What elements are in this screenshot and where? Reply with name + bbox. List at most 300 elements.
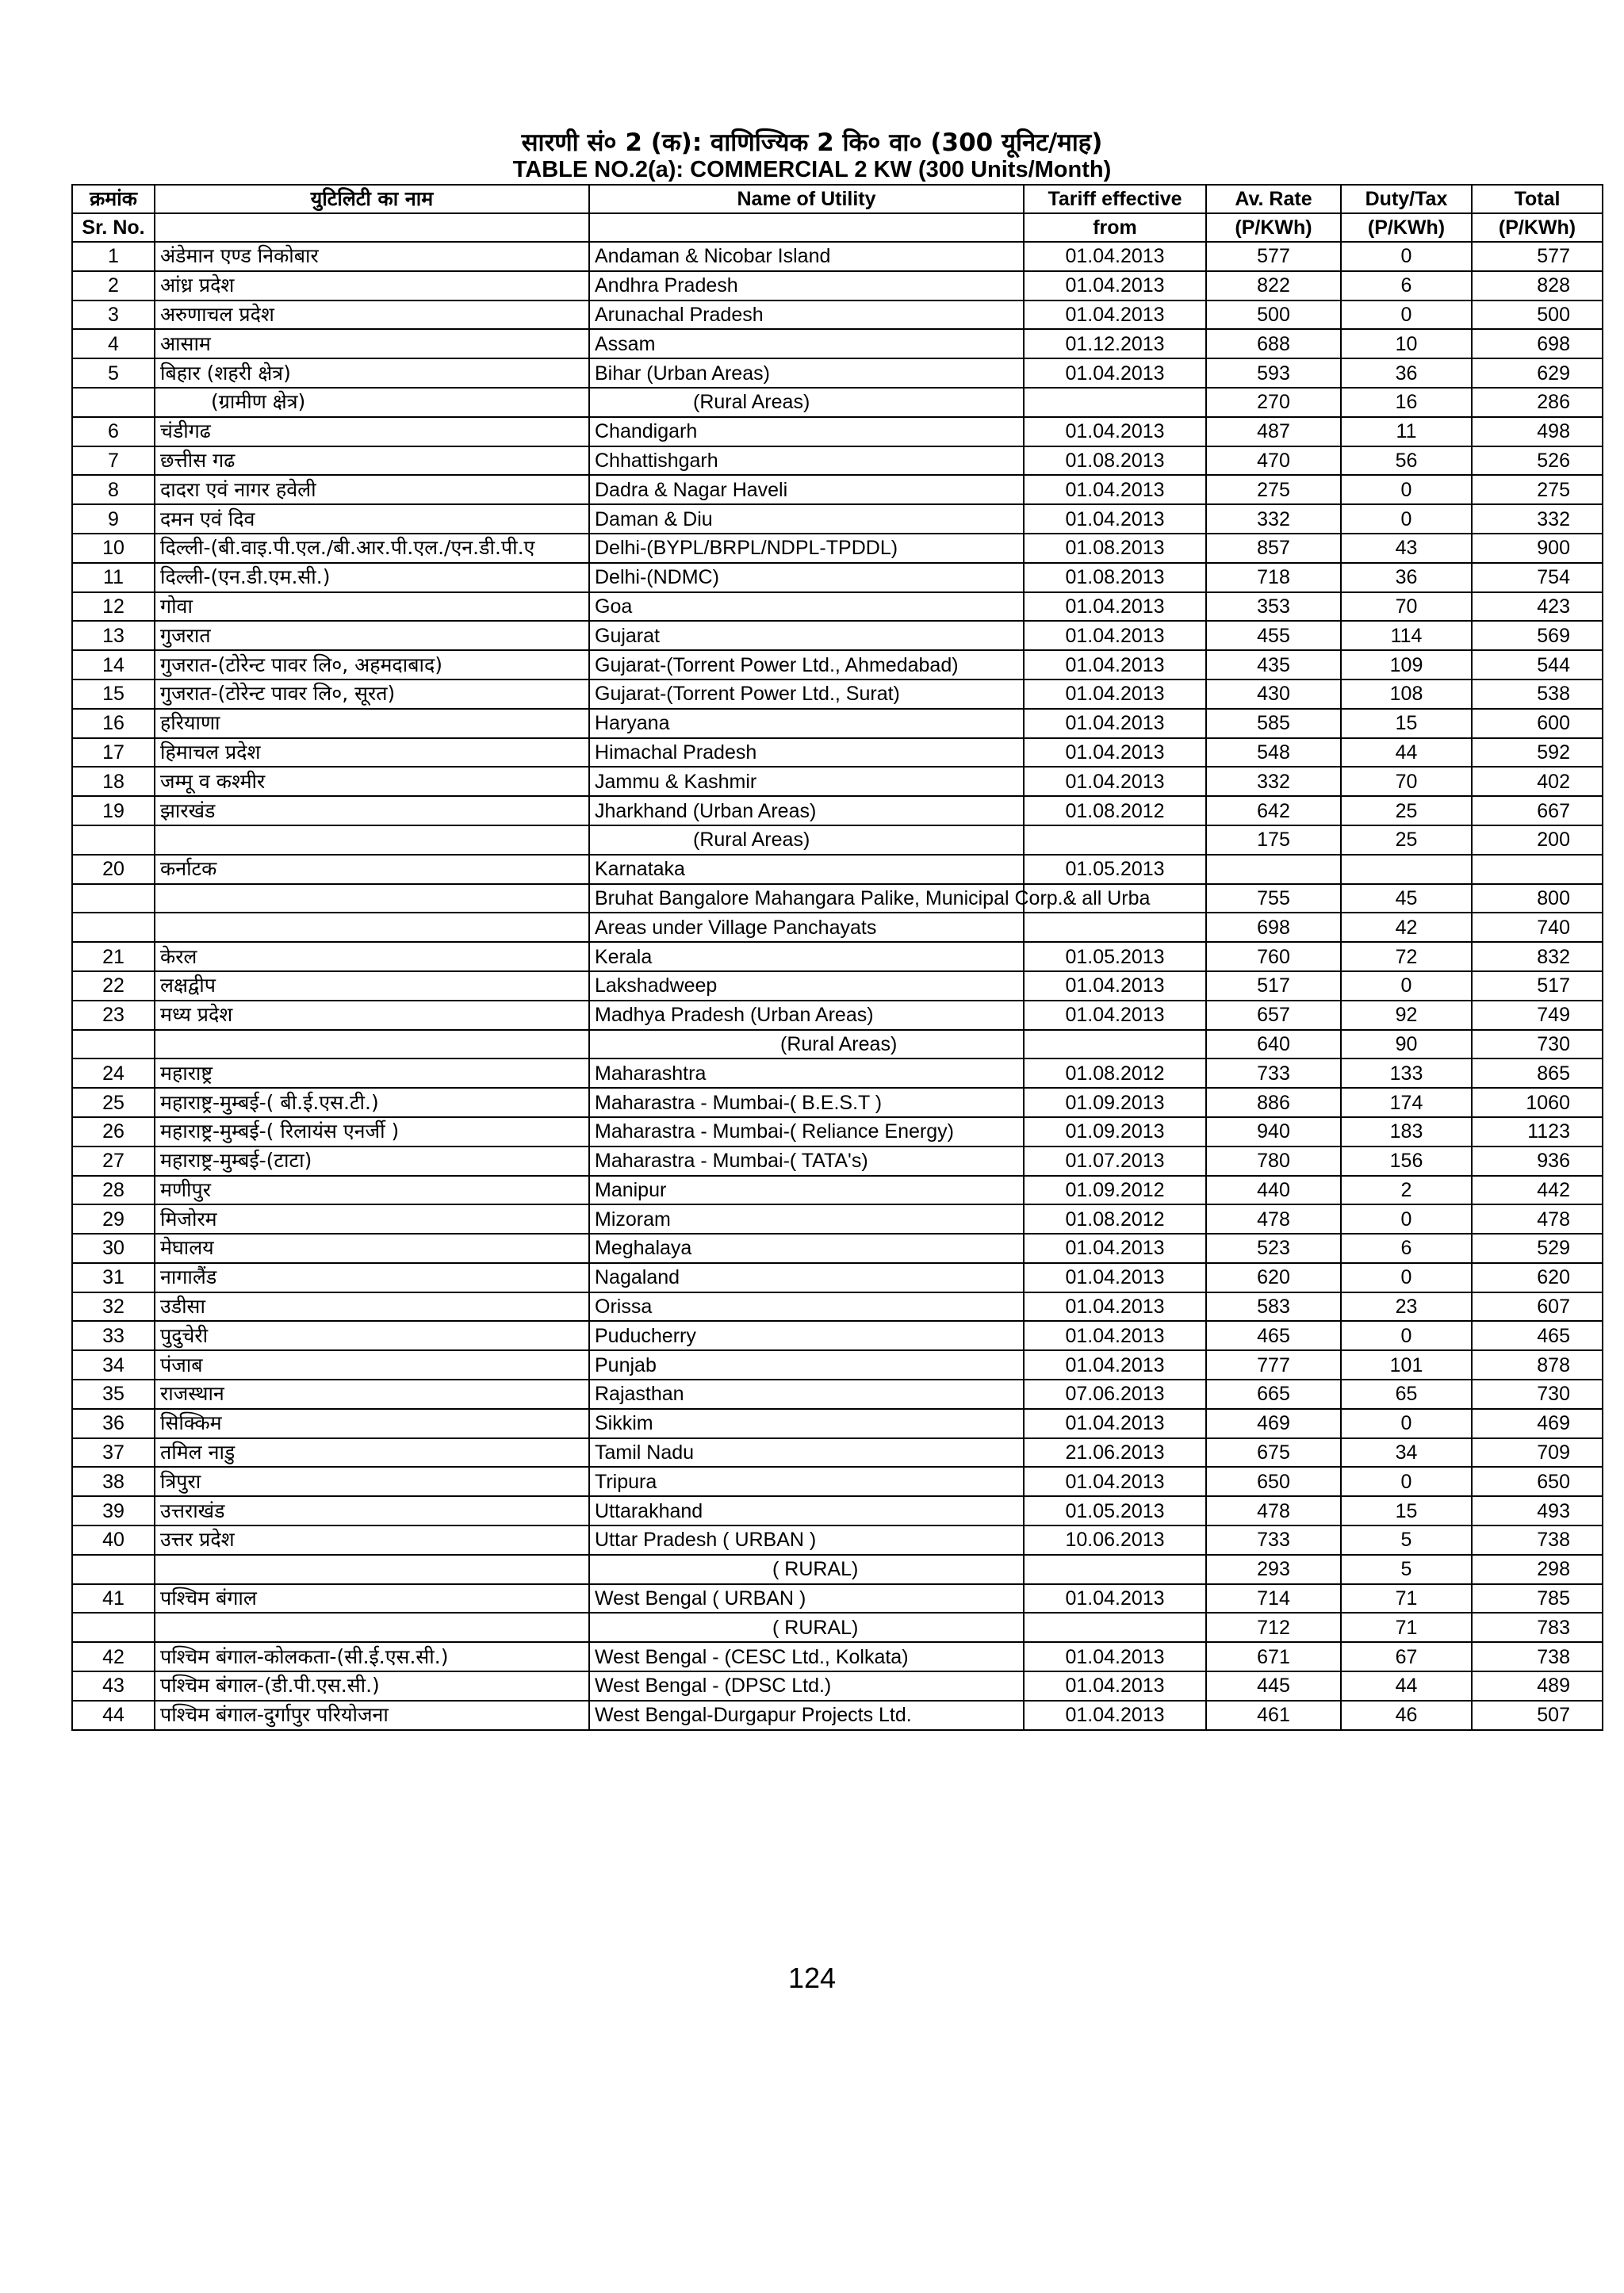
- table-row: [72, 1350, 1603, 1380]
- cell-sr-no: 38: [72, 1467, 155, 1496]
- cell-duty-tax: 5: [1341, 1555, 1472, 1584]
- cell-tariff-date: 01.05.2013: [1024, 855, 1206, 884]
- table-row: [72, 709, 1603, 738]
- cell-utility-hindi: महाराष्ट्र: [155, 1058, 589, 1088]
- cell-utility-name: Manipur: [589, 1176, 1024, 1205]
- cell-av-rate: 465: [1206, 1321, 1341, 1350]
- cell-duty-tax: 6: [1341, 1234, 1472, 1263]
- cell-duty-tax: 5: [1341, 1525, 1472, 1555]
- table-row: [72, 358, 1603, 388]
- cell-utility-hindi: गुजरात: [155, 621, 589, 650]
- cell-sr-no: 19: [72, 796, 155, 825]
- cell-sr-no: [72, 1030, 155, 1059]
- cell-av-rate: 500: [1206, 301, 1341, 330]
- cell-total: 538: [1472, 679, 1603, 709]
- cell-utility-hindi: दादरा एवं नागर हवेली: [155, 475, 589, 504]
- table-row: [72, 1584, 1603, 1614]
- cell-utility-name: West Bengal-Durgapur Projects Ltd.: [589, 1701, 1024, 1730]
- cell-duty-tax: 0: [1341, 1467, 1472, 1496]
- table-row: [72, 1176, 1603, 1205]
- cell-total: 900: [1472, 534, 1603, 563]
- cell-utility-name: Rajasthan: [589, 1380, 1024, 1409]
- cell-av-rate: 733: [1206, 1525, 1341, 1555]
- cell-av-rate: 293: [1206, 1555, 1341, 1584]
- cell-sr-no: [72, 1613, 155, 1642]
- cell-sr-no: 34: [72, 1350, 155, 1380]
- cell-duty-tax: 11: [1341, 417, 1472, 446]
- cell-sr-no: 42: [72, 1642, 155, 1671]
- cell-utility-name: Andaman & Nicobar Island: [589, 242, 1024, 271]
- cell-utility-name: (Rural Areas): [589, 388, 1024, 417]
- cell-tariff-date: 01.09.2013: [1024, 1088, 1206, 1117]
- cell-av-rate: 640: [1206, 1030, 1341, 1059]
- cell-av-rate: 714: [1206, 1584, 1341, 1614]
- cell-utility-name: Maharastra - Mumbai-( B.E.S.T ): [589, 1088, 1024, 1117]
- cell-utility-hindi: [155, 825, 589, 855]
- cell-duty-tax: 56: [1341, 446, 1472, 476]
- cell-tariff-date: 01.04.2013: [1024, 1701, 1206, 1730]
- tariff-table: [71, 184, 1603, 1731]
- cell-duty-tax: 6: [1341, 271, 1472, 301]
- cell-av-rate: 440: [1206, 1176, 1341, 1205]
- cell-sr-no: [72, 388, 155, 417]
- cell-total: 800: [1472, 884, 1603, 913]
- table-row: [72, 855, 1603, 884]
- cell-sr-no: 43: [72, 1671, 155, 1701]
- cell-utility-name: Sikkim: [589, 1409, 1024, 1438]
- cell-av-rate: 688: [1206, 329, 1341, 358]
- cell-av-rate: 332: [1206, 504, 1341, 534]
- cell-utility-name: Mizoram: [589, 1204, 1024, 1234]
- cell-av-rate: [1206, 855, 1341, 884]
- cell-duty-tax: 23: [1341, 1292, 1472, 1322]
- cell-total: 544: [1472, 650, 1603, 679]
- cell-utility-name: West Bengal - (CESC Ltd., Kolkata): [589, 1642, 1024, 1671]
- cell-duty-tax: 0: [1341, 1321, 1472, 1350]
- table-row: [72, 1642, 1603, 1671]
- cell-utility-hindi: पश्चिम बंगाल: [155, 1584, 589, 1614]
- cell-duty-tax: 0: [1341, 475, 1472, 504]
- cell-av-rate: 698: [1206, 913, 1341, 942]
- cell-sr-no: [72, 825, 155, 855]
- cell-total: 738: [1472, 1642, 1603, 1671]
- cell-utility-name: Maharastra - Mumbai-( TATA's): [589, 1146, 1024, 1176]
- cell-duty-tax: 109: [1341, 650, 1472, 679]
- cell-tariff-date: 01.05.2013: [1024, 1496, 1206, 1525]
- cell-total: 478: [1472, 1204, 1603, 1234]
- cell-duty-tax: 0: [1341, 1263, 1472, 1292]
- cell-tariff-date: 01.04.2013: [1024, 1321, 1206, 1350]
- table-row: [72, 1613, 1603, 1642]
- table-row: [72, 446, 1603, 476]
- cell-utility-name: Lakshadweep: [589, 971, 1024, 1001]
- cell-av-rate: 777: [1206, 1350, 1341, 1380]
- cell-av-rate: 175: [1206, 825, 1341, 855]
- table-row: [72, 1555, 1603, 1584]
- table-row: [72, 563, 1603, 592]
- cell-av-rate: 478: [1206, 1496, 1341, 1525]
- cell-tariff-date: 01.09.2012: [1024, 1176, 1206, 1205]
- header-total-top: Total: [1472, 185, 1603, 213]
- table-row: [72, 242, 1603, 271]
- cell-duty-tax: 71: [1341, 1613, 1472, 1642]
- table-row: [72, 884, 1603, 913]
- table-row: [72, 1234, 1603, 1263]
- cell-utility-hindi: हिमाचल प्रदेश: [155, 738, 589, 768]
- cell-total: 650: [1472, 1467, 1603, 1496]
- cell-utility-hindi: महाराष्ट्र-मुम्बई-(टाटा): [155, 1146, 589, 1176]
- table-row: [72, 1058, 1603, 1088]
- table-row: [72, 534, 1603, 563]
- cell-utility-hindi: कर्नाटक: [155, 855, 589, 884]
- cell-sr-no: 21: [72, 942, 155, 971]
- cell-duty-tax: 46: [1341, 1701, 1472, 1730]
- cell-total: 200: [1472, 825, 1603, 855]
- cell-total: 529: [1472, 1234, 1603, 1263]
- cell-tariff-date: 01.04.2013: [1024, 242, 1206, 271]
- table-row: [72, 504, 1603, 534]
- cell-tariff-date: 01.08.2012: [1024, 1058, 1206, 1088]
- cell-tariff-date: 01.04.2013: [1024, 971, 1206, 1001]
- cell-duty-tax: 101: [1341, 1350, 1472, 1380]
- cell-total: 667: [1472, 796, 1603, 825]
- cell-av-rate: 270: [1206, 388, 1341, 417]
- cell-tariff-date: 10.06.2013: [1024, 1525, 1206, 1555]
- table-row: [72, 475, 1603, 504]
- cell-duty-tax: 65: [1341, 1380, 1472, 1409]
- cell-duty-tax: 70: [1341, 767, 1472, 796]
- cell-utility-hindi: नागालैंड: [155, 1263, 589, 1292]
- header-duty-bottom: (P/KWh): [1341, 213, 1472, 242]
- cell-sr-no: 11: [72, 563, 155, 592]
- cell-utility-hindi: अंडेमान एण्ड निकोबार: [155, 242, 589, 271]
- cell-utility-name: Dadra & Nagar Haveli: [589, 475, 1024, 504]
- cell-duty-tax: 25: [1341, 825, 1472, 855]
- cell-sr-no: 35: [72, 1380, 155, 1409]
- page-number: 124: [787, 1962, 837, 1994]
- table-row: [72, 971, 1603, 1001]
- cell-tariff-date: 01.04.2013: [1024, 1409, 1206, 1438]
- cell-utility-name: Tripura: [589, 1467, 1024, 1496]
- cell-av-rate: 435: [1206, 650, 1341, 679]
- cell-av-rate: 650: [1206, 1467, 1341, 1496]
- header-tariff-bottom: from: [1024, 213, 1206, 242]
- cell-total: 1060: [1472, 1088, 1603, 1117]
- cell-utility-name: (Rural Areas): [589, 825, 1024, 855]
- table-row: [72, 1030, 1603, 1059]
- cell-sr-no: 14: [72, 650, 155, 679]
- cell-av-rate: 487: [1206, 417, 1341, 446]
- cell-sr-no: 5: [72, 358, 155, 388]
- cell-tariff-date: 01.08.2013: [1024, 446, 1206, 476]
- cell-tariff-date: 01.07.2013: [1024, 1146, 1206, 1176]
- cell-duty-tax: 90: [1341, 1030, 1472, 1059]
- cell-sr-no: 3: [72, 301, 155, 330]
- cell-total: 469: [1472, 1409, 1603, 1438]
- table-row: [72, 1204, 1603, 1234]
- table-row: [72, 621, 1603, 650]
- table-row: [72, 913, 1603, 942]
- cell-utility-name: Punjab: [589, 1350, 1024, 1380]
- cell-sr-no: 36: [72, 1409, 155, 1438]
- cell-sr-no: 29: [72, 1204, 155, 1234]
- cell-total: 569: [1472, 621, 1603, 650]
- cell-utility-hindi: महाराष्ट्र-मुम्बई-( बी.ई.एस.टी.): [155, 1088, 589, 1117]
- cell-sr-no: 18: [72, 767, 155, 796]
- cell-total: 828: [1472, 271, 1603, 301]
- cell-utility-hindi: त्रिपुरा: [155, 1467, 589, 1496]
- cell-sr-no: 2: [72, 271, 155, 301]
- cell-tariff-date: [1024, 1613, 1206, 1642]
- cell-duty-tax: 44: [1341, 738, 1472, 768]
- cell-duty-tax: 70: [1341, 592, 1472, 622]
- cell-utility-hindi: [155, 1030, 589, 1059]
- header-total-bottom: (P/KWh): [1472, 213, 1603, 242]
- cell-av-rate: 332: [1206, 767, 1341, 796]
- cell-utility-name: Arunachal Pradesh: [589, 301, 1024, 330]
- cell-utility-name: Maharastra - Mumbai-( Reliance Energy): [589, 1117, 1024, 1146]
- cell-av-rate: 478: [1206, 1204, 1341, 1234]
- cell-av-rate: 675: [1206, 1438, 1341, 1468]
- cell-tariff-date: 01.04.2013: [1024, 767, 1206, 796]
- cell-total: 730: [1472, 1380, 1603, 1409]
- header-sr-hindi: क्रमांक: [72, 185, 155, 213]
- cell-total: 749: [1472, 1001, 1603, 1030]
- cell-utility-hindi: पश्चिम बंगाल-(डी.पी.एस.सी.): [155, 1671, 589, 1701]
- cell-duty-tax: 0: [1341, 504, 1472, 534]
- cell-total: 517: [1472, 971, 1603, 1001]
- cell-utility-name: Daman & Diu: [589, 504, 1024, 534]
- cell-sr-no: 27: [72, 1146, 155, 1176]
- cell-sr-no: 23: [72, 1001, 155, 1030]
- cell-utility-hindi: अरुणाचल प्रदेश: [155, 301, 589, 330]
- cell-duty-tax: 44: [1341, 1671, 1472, 1701]
- cell-tariff-date: 01.04.2013: [1024, 1584, 1206, 1614]
- cell-utility-hindi: लक्षद्वीप: [155, 971, 589, 1001]
- table-row: [72, 1525, 1603, 1555]
- cell-tariff-date: 07.06.2013: [1024, 1380, 1206, 1409]
- cell-utility-hindi: दिल्ली-(बी.वाइ.पी.एल./बी.आर.पी.एल./एन.डी.पी.ए: [155, 534, 589, 563]
- cell-sr-no: 33: [72, 1321, 155, 1350]
- cell-tariff-date: [1024, 1555, 1206, 1584]
- cell-av-rate: 585: [1206, 709, 1341, 738]
- cell-total: 698: [1472, 329, 1603, 358]
- cell-duty-tax: 0: [1341, 1204, 1472, 1234]
- cell-total: 600: [1472, 709, 1603, 738]
- cell-av-rate: 275: [1206, 475, 1341, 504]
- cell-tariff-date: 01.04.2013: [1024, 1292, 1206, 1322]
- cell-tariff-date: 01.08.2013: [1024, 563, 1206, 592]
- table-row: [72, 1438, 1603, 1468]
- header-row-top: [72, 185, 1603, 213]
- cell-utility-name: Delhi-(BYPL/BRPL/NDPL-TPDDL): [589, 534, 1024, 563]
- cell-av-rate: 548: [1206, 738, 1341, 768]
- cell-sr-no: 16: [72, 709, 155, 738]
- header-rate-bottom: (P/KWh): [1206, 213, 1341, 242]
- cell-total: 500: [1472, 301, 1603, 330]
- cell-total: 620: [1472, 1263, 1603, 1292]
- cell-duty-tax: 114: [1341, 621, 1472, 650]
- cell-utility-name: Himachal Pradesh: [589, 738, 1024, 768]
- cell-utility-hindi: उत्तर प्रदेश: [155, 1525, 589, 1555]
- cell-utility-hindi: केरल: [155, 942, 589, 971]
- cell-total: 442: [1472, 1176, 1603, 1205]
- cell-av-rate: 665: [1206, 1380, 1341, 1409]
- cell-utility-hindi: आसाम: [155, 329, 589, 358]
- cell-av-rate: 430: [1206, 679, 1341, 709]
- cell-total: 709: [1472, 1438, 1603, 1468]
- table-row: [72, 1496, 1603, 1525]
- cell-utility-hindi: [155, 1555, 589, 1584]
- cell-utility-hindi: [155, 884, 589, 913]
- cell-duty-tax: 36: [1341, 358, 1472, 388]
- cell-sr-no: 20: [72, 855, 155, 884]
- table-row: [72, 825, 1603, 855]
- cell-utility-name: ( RURAL): [589, 1555, 1024, 1584]
- cell-duty-tax: 43: [1341, 534, 1472, 563]
- header-tariff-top: Tariff effective: [1024, 185, 1206, 213]
- cell-total: 1123: [1472, 1117, 1603, 1146]
- cell-sr-no: 8: [72, 475, 155, 504]
- cell-utility-hindi: मिजोरम: [155, 1204, 589, 1234]
- table-row: [72, 1263, 1603, 1292]
- cell-av-rate: 642: [1206, 796, 1341, 825]
- cell-tariff-date: 01.04.2013: [1024, 1467, 1206, 1496]
- cell-duty-tax: 10: [1341, 329, 1472, 358]
- cell-utility-name: Uttarakhand: [589, 1496, 1024, 1525]
- table-row: [72, 329, 1603, 358]
- cell-av-rate: 857: [1206, 534, 1341, 563]
- cell-total: 783: [1472, 1613, 1603, 1642]
- cell-utility-name: West Bengal ( URBAN ): [589, 1584, 1024, 1614]
- cell-sr-no: 22: [72, 971, 155, 1001]
- cell-av-rate: 620: [1206, 1263, 1341, 1292]
- cell-sr-no: 9: [72, 504, 155, 534]
- cell-utility-name: Goa: [589, 592, 1024, 622]
- header-utility-english-blank: [589, 213, 1024, 242]
- cell-duty-tax: 2: [1341, 1176, 1472, 1205]
- table-row: [72, 301, 1603, 330]
- cell-total: 498: [1472, 417, 1603, 446]
- cell-utility-hindi: गोवा: [155, 592, 589, 622]
- cell-tariff-date: 01.04.2013: [1024, 709, 1206, 738]
- cell-av-rate: 470: [1206, 446, 1341, 476]
- table-row: [72, 738, 1603, 768]
- cell-total: 577: [1472, 242, 1603, 271]
- cell-utility-hindi: सिक्किम: [155, 1409, 589, 1438]
- table-row: [72, 1380, 1603, 1409]
- cell-total: 738: [1472, 1525, 1603, 1555]
- cell-duty-tax: 0: [1341, 301, 1472, 330]
- cell-utility-hindi: [155, 913, 589, 942]
- cell-av-rate: 583: [1206, 1292, 1341, 1322]
- cell-utility-hindi: हरियाणा: [155, 709, 589, 738]
- cell-tariff-date: 01.09.2013: [1024, 1117, 1206, 1146]
- cell-sr-no: [72, 1555, 155, 1584]
- cell-tariff-date: 01.04.2013: [1024, 417, 1206, 446]
- cell-sr-no: 7: [72, 446, 155, 476]
- cell-sr-no: 1: [72, 242, 155, 271]
- cell-total: 607: [1472, 1292, 1603, 1322]
- cell-total: 592: [1472, 738, 1603, 768]
- cell-tariff-date: 01.04.2013: [1024, 1263, 1206, 1292]
- cell-utility-name: Karnataka: [589, 855, 1024, 884]
- cell-utility-hindi: मणीपुर: [155, 1176, 589, 1205]
- cell-tariff-date: [1024, 913, 1206, 942]
- cell-utility-hindi: तमिल नाडु: [155, 1438, 589, 1468]
- cell-duty-tax: 174: [1341, 1088, 1472, 1117]
- cell-duty-tax: 108: [1341, 679, 1472, 709]
- cell-av-rate: 718: [1206, 563, 1341, 592]
- header-utility-hindi: युटिलिटी का नाम: [155, 185, 589, 213]
- cell-utility-name: Gujarat-(Torrent Power Ltd., Ahmedabad): [589, 650, 1024, 679]
- cell-av-rate: 469: [1206, 1409, 1341, 1438]
- cell-duty-tax: 183: [1341, 1117, 1472, 1146]
- cell-tariff-date: 01.08.2013: [1024, 534, 1206, 563]
- cell-total: 740: [1472, 913, 1603, 942]
- cell-utility-hindi: बिहार (शहरी क्षेत्र): [155, 358, 589, 388]
- cell-utility-hindi: पंजाब: [155, 1350, 589, 1380]
- cell-tariff-date: 01.04.2013: [1024, 504, 1206, 534]
- header-row-bottom: [72, 213, 1603, 242]
- cell-av-rate: 760: [1206, 942, 1341, 971]
- tariff-table-body: [72, 242, 1603, 1730]
- cell-duty-tax: 16: [1341, 388, 1472, 417]
- cell-utility-hindi: दमन एवं दिव: [155, 504, 589, 534]
- cell-total: 275: [1472, 475, 1603, 504]
- cell-tariff-date: 01.08.2012: [1024, 796, 1206, 825]
- cell-tariff-date: 01.04.2013: [1024, 650, 1206, 679]
- table-row: [72, 592, 1603, 622]
- cell-tariff-date: 01.04.2013: [1024, 301, 1206, 330]
- cell-duty-tax: 133: [1341, 1058, 1472, 1088]
- cell-av-rate: 523: [1206, 1234, 1341, 1263]
- cell-av-rate: 353: [1206, 592, 1341, 622]
- cell-duty-tax: 92: [1341, 1001, 1472, 1030]
- cell-utility-name: Uttar Pradesh ( URBAN ): [589, 1525, 1024, 1555]
- cell-total: [1472, 855, 1603, 884]
- cell-av-rate: 886: [1206, 1088, 1341, 1117]
- cell-tariff-date: 01.04.2013: [1024, 592, 1206, 622]
- table-row: [72, 1117, 1603, 1146]
- table-row: [72, 1088, 1603, 1117]
- cell-av-rate: 461: [1206, 1701, 1341, 1730]
- table-row: [72, 271, 1603, 301]
- cell-total: 832: [1472, 942, 1603, 971]
- header-utility-hindi-blank: [155, 213, 589, 242]
- cell-sr-no: 28: [72, 1176, 155, 1205]
- cell-av-rate: 593: [1206, 358, 1341, 388]
- table-row: [72, 1321, 1603, 1350]
- cell-duty-tax: 0: [1341, 242, 1472, 271]
- cell-total: 629: [1472, 358, 1603, 388]
- table-row: [72, 679, 1603, 709]
- cell-duty-tax: 0: [1341, 971, 1472, 1001]
- cell-total: 465: [1472, 1321, 1603, 1350]
- cell-utility-name: (Rural Areas): [589, 1030, 1024, 1059]
- table-title-hindi: सारणी सं० 2 (क): वाणिज्यिक 2 कि० वा० (300 यूनिट/माह): [521, 128, 1103, 157]
- cell-utility-hindi: मेघालय: [155, 1234, 589, 1263]
- cell-av-rate: 577: [1206, 242, 1341, 271]
- cell-total: 730: [1472, 1030, 1603, 1059]
- cell-utility-name: Areas under Village Panchayats: [589, 913, 1024, 942]
- cell-utility-hindi: पश्चिम बंगाल-दुर्गापुर परियोजना: [155, 1701, 589, 1730]
- table-row: [72, 796, 1603, 825]
- cell-sr-no: 40: [72, 1525, 155, 1555]
- cell-total: 493: [1472, 1496, 1603, 1525]
- cell-av-rate: 657: [1206, 1001, 1341, 1030]
- cell-tariff-date: 01.04.2013: [1024, 475, 1206, 504]
